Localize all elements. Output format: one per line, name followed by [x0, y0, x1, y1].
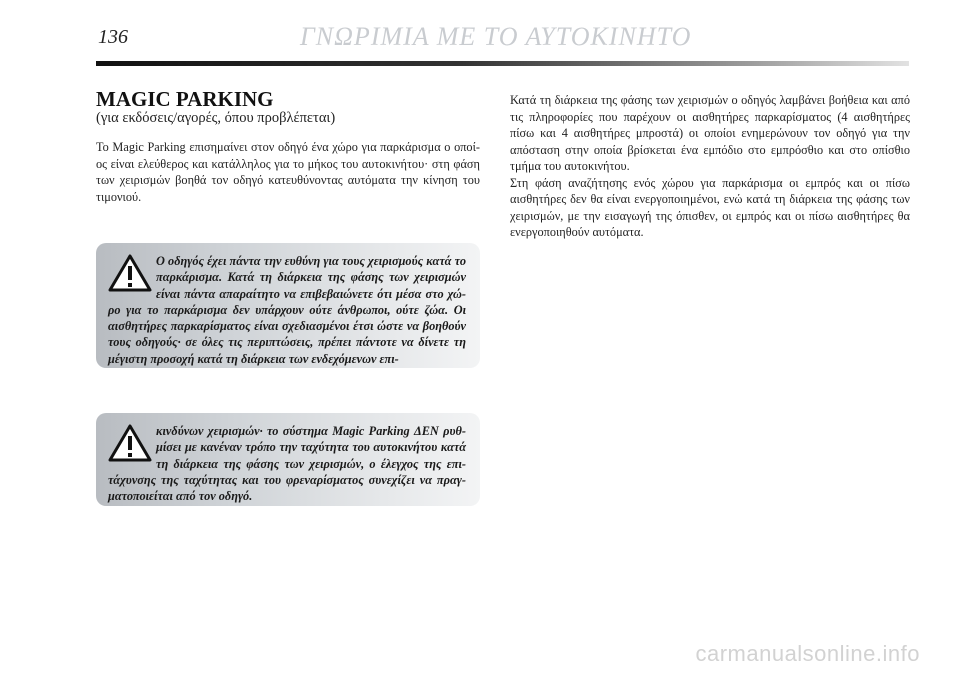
header-rule [96, 61, 909, 66]
warning-box [96, 413, 480, 506]
warning-triangle-icon [108, 424, 152, 462]
warning-triangle-icon [108, 254, 152, 292]
section-subtitle: (για εκδόσεις/αγορές, όπου προβλέπεται) [96, 110, 336, 126]
right-paragraph-1: Κατά τη διάρκεια της φάσης των χειρισμών ο οδηγός λαμβάνει βοήθεια και από τις πληροφορίες που παρέχουν οι αισθητήρες παρκαρίσματος (4 αισθητήρες πίσω και 4 αισθητήρες μπροστά) οι οποίοι ενημερώνουν τον οδηγό για την απόσταση στην οποία βρίσκεται ένα εμπόδιο στο εμπρόσθιο και στο οπίσθιο τμήμα του αυτοκινήτου. [510, 93, 910, 173]
section-title: MAGIC PARKING [96, 87, 274, 111]
page-number: 136 [98, 26, 128, 48]
right-column [510, 92, 910, 241]
watermark: carmanualsonline.info [695, 641, 920, 666]
right-paragraph-2: Στη φάση αναζήτησης ενός χώρου για παρκάρισμα οι εμπρός και οι πίσω αισθητήρες δεν θα είναι ενεργοποιημένοι, ενώ κατά τη διάρκεια της φάσης των χειρισμών, με την εισαγωγή της όπισθεν, οι εμπρός και οι πίσω αισθητήρες θα ενεργοποιηθούν αυτόματα. [510, 175, 910, 239]
left-column [96, 88, 480, 205]
warning-box [96, 243, 480, 368]
intro-paragraph: Το Magic Parking επισημαίνει στον οδηγό ένα χώρο για παρκάρισμα ο οποίος είναι ελεύθερος και κατάλληλος για το μήκος του αυτοκινήτου· στη φάση των χειρισμών βοηθά τον οδηγό κατευθύνοντας αυτόματα την κίνηση του τιμονιού. [96, 140, 480, 204]
chapter-title: ΓΝΩΡΙΜΙΑ ΜΕ ΤΟ ΑΥΤΟΚΙΝΗΤΟ [300, 22, 692, 51]
warning-text: Ο οδηγός έχει πάντα την ευθύνη για τους χειρισμούς κατά το παρκάρισμα. Κατά τη διάρκεια της φάσης των χειρισμών είναι πάντα απαραίτητο να επιβεβαιώνετε ότι μέσα στο χώρο για το παρκάρισμα δεν υπάρχουν ούτε άνθρωποι, ούτε ζώα. Οι αισθητήρες παρκαρίσματος είναι σχεδιασμένοι έτσι ώστε να βοηθούν τους οδηγούς· σε όλες τις περιπτώσεις, πρέπει πάντοτε να δίνετε τη μέγιστη προσοχή κατά τη διάρκεια των ενδεχόμενων επι- [108, 254, 466, 366]
warning-text: κινδύνων χειρισμών· το σύστημα Magic Parking ΔΕΝ ρυθμίσει με κανέναν τρόπο την ταχύτητα του αυτοκινήτου κατά τη διάρκεια της φάσης των χειρισμών, ο έλεγχος της επιτάχυνσης της ταχύτητας και του φρεναρίσματος συνεχίζει να πραγματοποιείται από τον οδηγό. [108, 424, 466, 504]
